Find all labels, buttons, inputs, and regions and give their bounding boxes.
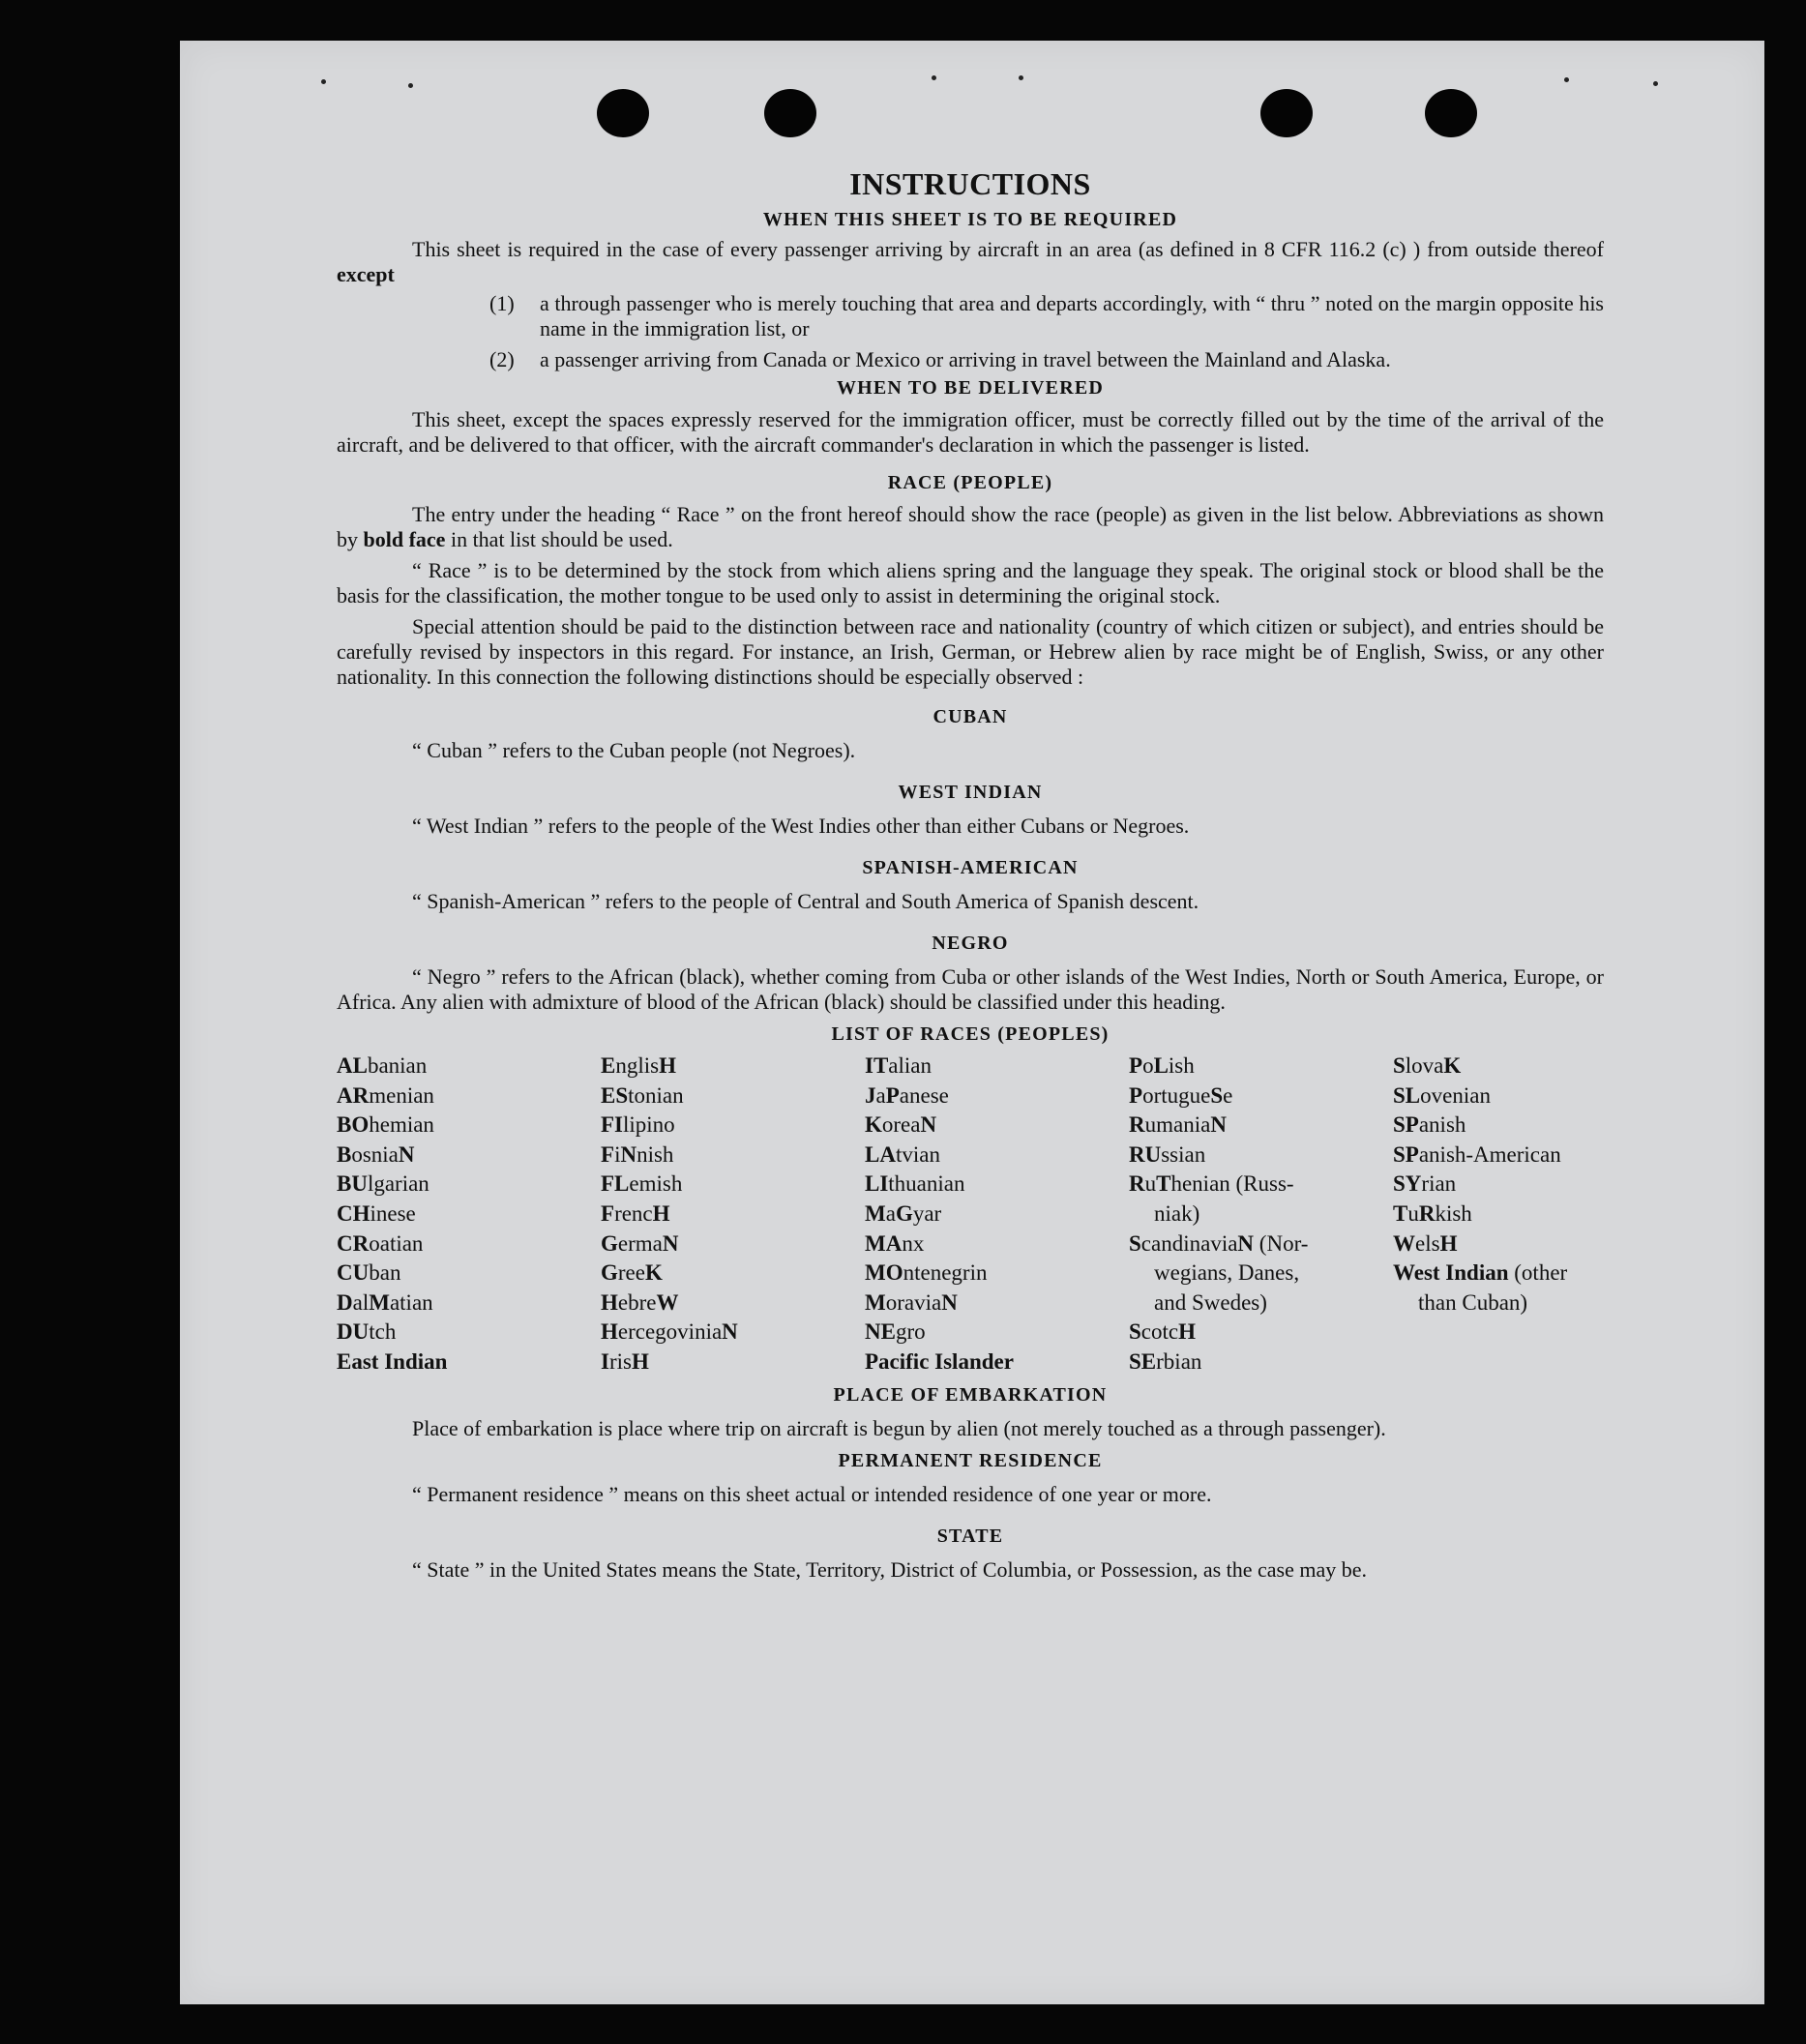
race-entry: RumaniaN (1129, 1112, 1227, 1138)
race-entry: ScotcH (1129, 1319, 1196, 1345)
heading-cuban: CUBAN (933, 706, 1008, 727)
race-entry: JaPanese (865, 1082, 949, 1108)
race-entry: ScandinaviaN (Nor- (1129, 1230, 1309, 1256)
race-entry: RuThenian (Russ- (1129, 1171, 1294, 1197)
race-entry: MoraviaN (865, 1289, 958, 1315)
para-place-of-embarkation: Place of embarkation is place where trip on aircraft is begun by alien (not merely touched as a through passenger). (412, 1415, 1386, 1440)
text-bold: bold face (363, 527, 446, 551)
race-entry: EStonian (601, 1082, 684, 1108)
race-entry: HercegoviniaN (601, 1319, 738, 1345)
punch-hole (597, 89, 649, 137)
race-entry: TuRkish (1393, 1200, 1472, 1226)
page-title: INSTRUCTIONS (849, 166, 1091, 201)
race-entry: MOntenegrin (865, 1260, 988, 1286)
race-entry: ITalian (865, 1053, 932, 1078)
race-entry: East Indian (337, 1348, 448, 1374)
heading-spanish-american: SPANISH-AMERICAN (862, 857, 1079, 878)
race-entry: EnglisH (601, 1053, 676, 1078)
race-entry: MAnx (865, 1230, 925, 1256)
punch-hole (1425, 89, 1477, 137)
race-entry: DUtch (337, 1319, 397, 1345)
para-state: “ State ” in the United States means the State, Territory, District of Columbia, or Possession, as the case may be. (412, 1556, 1368, 1582)
heading-permanent-residence: PERMANENT RESIDENCE (838, 1449, 1103, 1471)
speck (1564, 77, 1569, 82)
races-column (337, 1052, 601, 1377)
race-entry: than Cuban) (1418, 1289, 1528, 1315)
heading-when-required: WHEN THIS SHEET IS TO BE REQUIRED (762, 209, 1178, 230)
race-entry: NEgro (865, 1319, 926, 1345)
text: This sheet is required in the case of every passenger arriving by aircraft in an area (as defined in 8 CFR 116.2 (c) ) from outside thereof (412, 237, 1604, 261)
item-number: (2) (489, 347, 515, 371)
race-entry: IrisH (601, 1348, 649, 1374)
para-west-indian: “ West Indian ” refers to the people of the West Indies other than either Cubans or Negroes. (412, 814, 1190, 838)
races-column (865, 1052, 1129, 1377)
race-entry: CRoatian (337, 1230, 424, 1256)
race-entry: RUssian (1129, 1141, 1206, 1167)
document-page (180, 41, 1764, 2004)
item-number: (1) (489, 291, 515, 315)
heading-state: STATE (936, 1525, 1004, 1547)
races-column (601, 1052, 865, 1377)
race-entry: niak) (1154, 1200, 1200, 1226)
race-entry: ARmenian (337, 1082, 434, 1108)
race-entry: PoLish (1129, 1053, 1195, 1078)
race-entry: BosniaN (337, 1141, 415, 1167)
race-entry: wegians, Danes, (1154, 1260, 1300, 1286)
punch-hole (764, 89, 816, 137)
race-entry: MaGyar (865, 1200, 942, 1226)
race-entry: WelsH (1393, 1230, 1458, 1256)
race-entry: SPanish-American (1393, 1141, 1561, 1167)
race-entry: KoreaN (865, 1112, 937, 1138)
race-entry: BUlgarian (337, 1171, 429, 1197)
speck (408, 83, 413, 88)
heading-west-indian: WEST INDIAN (898, 782, 1043, 803)
race-entry: SlovaK (1393, 1053, 1462, 1078)
race-entry: SYrian (1393, 1171, 1457, 1197)
race-entry: HebreW (601, 1289, 679, 1315)
race-entry: Pacific Islander (865, 1348, 1014, 1374)
race-entry: DalMatian (337, 1289, 433, 1315)
para-race-2: “ Race ” is to be determined by the stock from which aliens spring and the language they speak. The original stock or blood shall be the basis for the classification, the mother tongue to be used only to assist in determining the original stock. (337, 558, 1604, 607)
race-entry: and Swedes) (1154, 1289, 1267, 1315)
item-text: a passenger arriving from Canada or Mexico or arriving in travel between the Mainland and Alaska. (540, 347, 1391, 371)
race-entry: SErbian (1129, 1348, 1202, 1374)
list-item (489, 291, 1604, 341)
race-entry: LIthuanian (865, 1171, 965, 1197)
para-race-3: Special attention should be paid to the distinction between race and nationality (country of which citizen or subject), and entries should be carefully revised by inspectors in this regard. For instance, an Irish, German, or Hebrew alien by race might be of English, Swiss, or any other nationality. In this connection the following distinctions should be especially observed : (337, 614, 1604, 689)
heading-negro: NEGRO (932, 933, 1009, 954)
race-entry: SLovenian (1393, 1082, 1491, 1108)
text: in that list should be used. (445, 527, 673, 551)
race-entry: FiNnish (601, 1141, 674, 1167)
para-negro: “ Negro ” refers to the African (black), whether coming from Cuba or other islands of the West Indies, North or South America, Europe, or Africa. Any alien with admixture of blood of the African (black) should be classified under this heading. (337, 964, 1604, 1014)
race-entry: CUban (337, 1260, 401, 1286)
para-spanish-american: “ Spanish-American ” refers to the people of Central and South America of Spanish descent. (412, 889, 1199, 913)
para-permanent-residence: “ Permanent residence ” means on this sheet actual or intended residence of one year or more. (412, 1481, 1212, 1506)
race-entry: GermaN (601, 1230, 679, 1256)
heading-place-of-embarkation: PLACE OF EMBARKATION (833, 1383, 1108, 1406)
race-entry: LAtvian (865, 1141, 940, 1167)
races-column (1129, 1052, 1393, 1377)
race-entry: CHinese (337, 1200, 416, 1226)
race-entry: FLemish (601, 1171, 683, 1197)
race-entry: FrencH (601, 1200, 670, 1226)
race-entry: West Indian (other (1393, 1260, 1568, 1286)
item-text: a through passenger who is merely touching that area and departs accordingly, with “ thru ” noted on the margin opposite his name in the immigration list, or (540, 291, 1604, 341)
list-item (489, 347, 1604, 372)
para-race-1 (337, 502, 1604, 552)
punch-hole (1260, 89, 1313, 137)
speck (1653, 81, 1658, 86)
race-entry: FIlipino (601, 1112, 675, 1138)
text: The entry under the heading “ Race ” on the front hereof should show the race (people) as given in the list below. Abbreviations as shown by (337, 502, 1604, 551)
heading-race: RACE (PEOPLE) (887, 472, 1053, 493)
para-cuban: “ Cuban ” refers to the Cuban people (not Negroes). (412, 738, 856, 762)
heading-list-of-races: LIST OF RACES (PEOPLES) (831, 1023, 1110, 1045)
races-table (337, 1052, 1604, 1377)
race-entry: PortugueSe (1129, 1082, 1233, 1108)
race-entry: BOhemian (337, 1112, 434, 1138)
race-entry: GreeK (601, 1260, 663, 1286)
speck (321, 79, 326, 84)
race-entry: ALbanian (337, 1053, 428, 1078)
race-entry: SPanish (1393, 1112, 1466, 1138)
races-column (1393, 1052, 1604, 1377)
para-when-required (337, 237, 1604, 287)
instructions-content (337, 166, 1604, 1583)
heading-when-delivered: WHEN TO BE DELIVERED (836, 377, 1105, 399)
text-bold: except (337, 262, 395, 286)
para-when-delivered: This sheet, except the spaces expressly reserved for the immigration officer, must be correctly filled out by the time of the arrival of the aircraft, and be delivered to that officer, with the aircraft commander's declaration in which the passenger is listed. (337, 407, 1604, 457)
speck (1019, 75, 1023, 80)
speck (932, 75, 936, 80)
